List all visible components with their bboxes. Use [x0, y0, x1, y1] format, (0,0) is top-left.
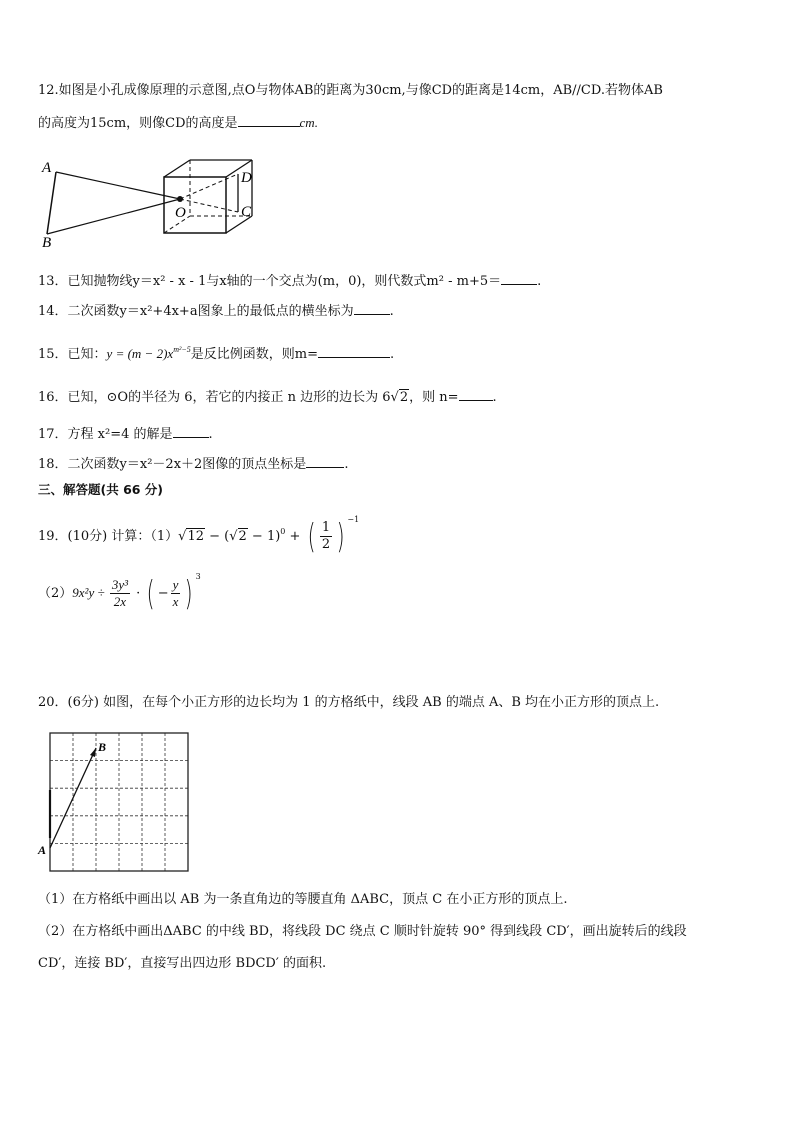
label-c: C	[241, 204, 252, 220]
sqrt-icon: √	[178, 529, 187, 544]
q12-line2-text: 的高度为15cm，则像CD的高度是	[38, 116, 238, 131]
q19-part1	[38, 515, 360, 557]
q16-answer-blank[interactable]	[459, 388, 493, 401]
q15	[38, 345, 394, 364]
q19-p2-fraction	[110, 577, 130, 610]
q20-sub2a: （2）在方格纸中画出ΔABC 的中线 BD，将线段 DC 绕点 C 顺时针旋转 90° 得到线段 CD′，画出旋转后的线段	[38, 924, 687, 939]
q18-answer-blank[interactable]	[306, 455, 344, 468]
q19-p2-label: （2）	[38, 586, 73, 601]
q16	[38, 388, 497, 407]
q19-plus: +	[285, 529, 305, 544]
q19-p2-exp: 3	[195, 572, 201, 581]
q15-prefix: 15．已知：	[38, 347, 107, 362]
q13-end: .	[537, 274, 542, 289]
q13-text: 13．已知抛物线y＝x² - x - 1与x轴的一个交点为(m，0)，则代数式m² - m+5＝	[38, 274, 502, 289]
q19-part2	[38, 572, 201, 614]
section-heading: 三、解答题(共 66 分)	[38, 482, 164, 497]
q19-p2-start: 9x²y ÷	[72, 585, 108, 600]
q20-sub1: （1）在方格纸中画出以 AB 为一条直角边的等腰直角 ΔABC，顶点 C 在小正方形的顶点上.	[38, 892, 568, 907]
sqrt-icon: √	[390, 390, 399, 405]
q19-label: 19．(10分) 计算：（1）	[38, 529, 179, 544]
ray-b	[47, 199, 180, 234]
q20: 20．(6分) 如图，在每个小正方形的边长均为 1 的方格纸中，线段 AB 的端点 A、B 均在小正方形的顶点上.	[38, 695, 660, 710]
q15-formula: y = (m − 2)x	[106, 346, 174, 361]
q12-unit: cm.	[299, 115, 318, 130]
q19-p2-frac2-den: x	[172, 594, 179, 609]
object-ab-line	[47, 172, 56, 234]
q13	[38, 272, 541, 291]
q15-suffix: 是反比例函数，则m=	[190, 347, 318, 362]
q20-sub2b: CD′，连接 BD′，直接写出四边形 BDCD′ 的面积.	[38, 956, 327, 971]
q15-exponent: m²−5	[173, 345, 191, 354]
q14-text: 14．二次函数y＝x²+4x+a图象上的最低点的横坐标为	[38, 304, 354, 319]
right-paren-icon: )	[185, 573, 194, 614]
q19-radicand2: 2	[238, 529, 247, 544]
q13-answer-blank[interactable]	[501, 272, 537, 285]
q12-answer-blank[interactable]	[238, 114, 300, 127]
q17-text: 17．方程 x²=4 的解是	[38, 427, 173, 442]
label-d: D	[241, 170, 252, 186]
sqrt-icon: √	[229, 529, 238, 544]
q19-mid: − (	[204, 529, 230, 544]
grid-label-b: B	[98, 740, 107, 754]
q17	[38, 425, 213, 444]
grid-figure	[36, 730, 196, 875]
label-b: B	[42, 235, 52, 251]
q16-end: .	[492, 390, 497, 405]
q19-p2-frac-den: 2x	[113, 594, 127, 609]
label-a: A	[42, 160, 52, 176]
q15-end: .	[390, 347, 395, 362]
left-paren-icon: (	[147, 573, 156, 614]
q19-after: − 1)	[247, 529, 281, 544]
q19-exp0: 0	[280, 527, 286, 536]
q14-end: .	[389, 304, 394, 319]
q19-frac-num: 1	[321, 520, 331, 535]
q18-text: 18．二次函数y＝x²－2x＋2图像的顶点坐标是	[38, 457, 307, 472]
left-paren-icon: (	[307, 516, 316, 557]
q16-radicand: 2	[399, 390, 409, 405]
q19-exp: −1	[347, 515, 360, 524]
right-paren-icon: )	[336, 516, 345, 557]
q15-answer-blank[interactable]	[318, 345, 390, 358]
point-o	[177, 196, 183, 202]
q19-p2-frac2-num: y	[172, 577, 179, 592]
q19-p2-fraction2	[171, 577, 181, 610]
q19-radicand: 12	[187, 529, 204, 544]
label-o: O	[175, 205, 186, 221]
q12-line2	[38, 114, 318, 133]
q19-frac-den: 2	[321, 537, 331, 552]
arrow-icon	[90, 748, 96, 757]
grid-label-a: A	[38, 843, 47, 857]
pinhole-figure	[40, 152, 270, 252]
q12-line1: 12.如图是小孔成像原理的示意图,点O与物体AB的距离为30cm,与像CD的距离是14cm，AB//CD.若物体AB	[38, 83, 663, 98]
q18-end: .	[344, 457, 349, 472]
q19-p2-frac-num: 3y³	[111, 577, 129, 592]
q17-end: .	[208, 427, 213, 442]
cube-front-face	[164, 177, 226, 233]
q16-text-b: ，则 n=	[409, 390, 459, 405]
q17-answer-blank[interactable]	[173, 425, 209, 438]
ray-a	[56, 172, 180, 199]
q14	[38, 302, 394, 321]
q18	[38, 455, 348, 474]
q16-text: 16．已知，⊙O的半径为 6，若它的内接正 n 边形的边长为 6	[38, 390, 391, 405]
q14-answer-blank[interactable]	[354, 302, 390, 315]
q19-p2-dot: ·	[132, 586, 145, 601]
q19-p2-minus: −	[157, 586, 169, 601]
q19-fraction	[320, 520, 332, 553]
